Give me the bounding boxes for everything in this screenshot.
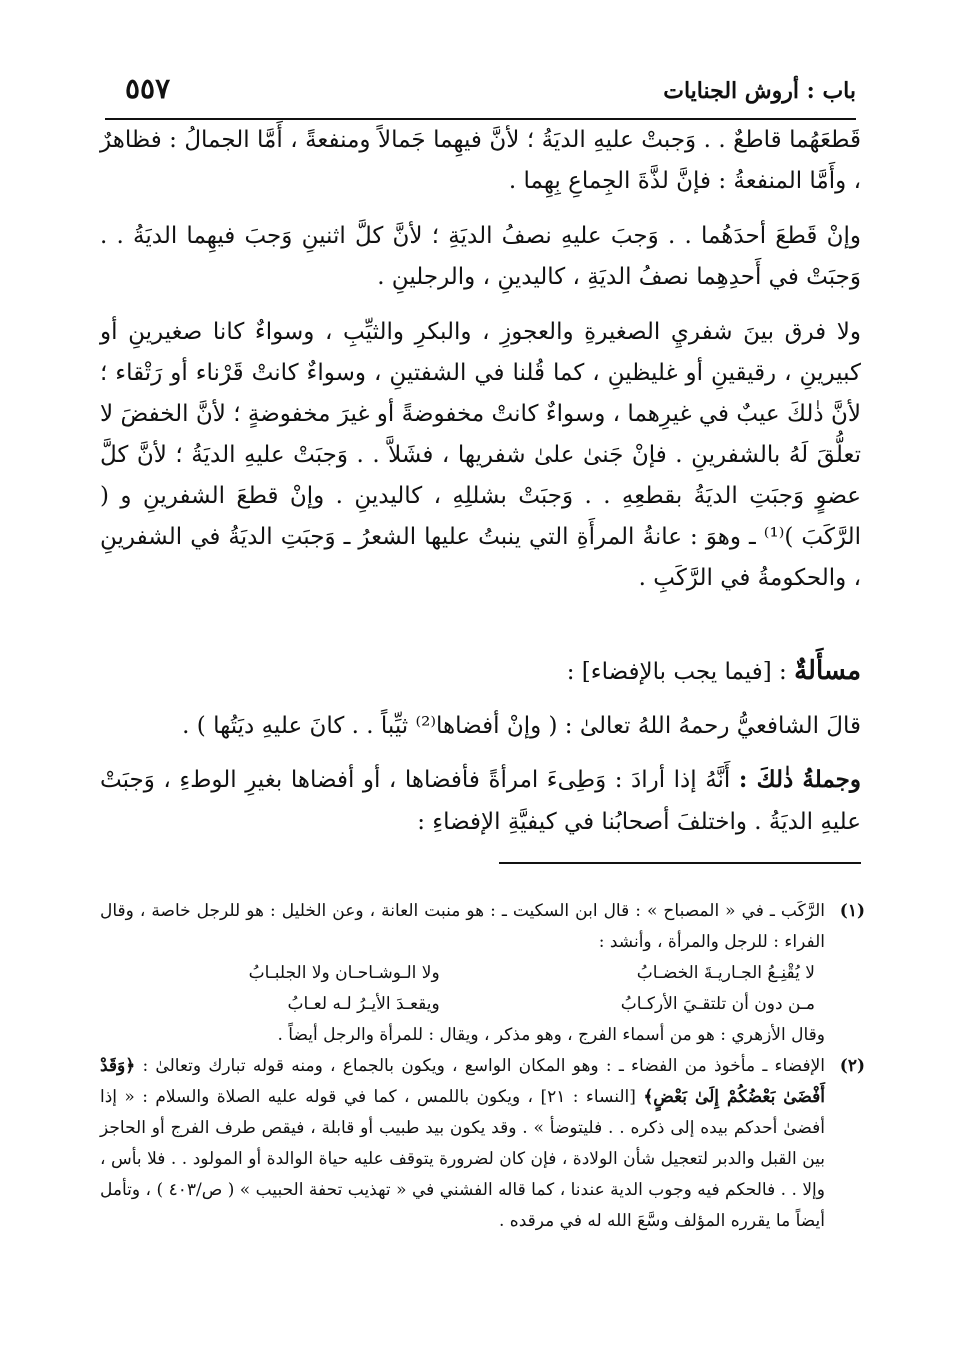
issue-title: مسأَلةٌ — [794, 656, 861, 686]
issue-heading — [100, 650, 861, 693]
paragraph-3: ولا فرق بينَ شفريِ الصغيرةِ والعجوزِ ، والبكرِ والثيِّبِ ، وسواءٌ كانا صغيرينِ أو كبيرينِ ، رقيقينِ أو غليظينِ ، كما قُلنا في الشفتينِ ، وسواءٌ كانتْ قَرْناء أو رَتْقاء ؛ لأنَّ ذٰلكَ عيبٌ في غيرِهما ، وسواءٌ كانتْ مخفوضةً أو غيرَ مخفوضةٍ ؛ لأنَّ الخفضَ لا تعلُّقَ لَهُ بالشفرينِ . فإنْ جَنىٰ علىٰ شفريها ، فشَلاَّ . . وَجبَتْ عليهِ الديَةُ ؛ لأنَّ كلَّ عضوٍ وَجبَتِ الديَةُ بقطعِهِ . . وَجبَتْ بشللِهِ ، كاليدينِ . وإنْ قطعَ الشفرينِ و ( الرَّكَبَ )⁽¹⁾ ـ وهوَ : عانةُ المرأَةِ التي ينبتُ عليها الشعرُ ـ وَجبَتِ الديَةُ في الشفرينِ ، والحكومةُ في الرَّكَبِ . — [100, 319, 861, 591]
verse-2-first-half: مـن دون أن تلتقـيَ الأركـابُ — [620, 994, 815, 1014]
verse-line-2 — [100, 989, 825, 1020]
footnote-2-part-a: الإفضاء ـ مأخوذ من الفضاء ـ : وهو المكان الواسع ، ويكون بالجماع ، ومنه قوله تبارك وتعالىٰ : — [142, 1056, 825, 1076]
footnote-2-number: (٢) — [839, 1056, 865, 1076]
verse-line-1 — [100, 958, 825, 989]
paragraph-2: وإنْ قَطعَ أحدَهُما . . وَجبَ عليهِ نصفُ الديَةِ ؛ لأنَّ كلَّ اثنينِ وَجبَ فيهِما الديَةُ . . وَجبَتْ في أَحدِهِما نصفُ الديَةِ ، كاليدينِ ، والرجلينِ . — [100, 223, 861, 290]
shafii-quote: قالَ الشافعيُّ رحمهُ اللهُ تعالىٰ : ( وإنْ أفضاها⁽²⁾ ثيِّباً . . كانَ عليهِ ديَتُها ) . — [182, 713, 861, 739]
issue-explanation — [100, 759, 861, 843]
footnote-1-text: الرَّكَب ـ في « المصباح » : قال ابن السكيت ـ : هو منبت العانة ، وعن الخليل : هو للرجل خاصة ، وقال الفراء : للرجل والمرأة ، وأنشد : — [100, 901, 825, 952]
main-text — [100, 120, 861, 613]
issue-lead: وجملةُ ذٰلكَ : — [738, 766, 861, 793]
issue-text: أَنَّهُ إذا أرادَ : وَطِىءَ امرأةً فأفضاها ، أو أفضاها بغيرِ الوطءِ ، وَجبَتْ عليهِ الديَةُ . واختلفَ أصحابُنا في كيفيَّةِ الإفضاءِ : — [100, 767, 861, 835]
footnote-1 — [100, 896, 865, 1051]
footnote-1-ending: وقال الأزهري : هو من أسماء الفرج ، وهو مذكر ، ويقال : للمرأة والرجل أيضاً . — [277, 1025, 825, 1045]
verse-1-second-half: ولا الـوشـاحـان ولا الجلبـابُ — [248, 963, 440, 983]
issue-subtitle: : [فيما يجب بالإفضاء] : — [566, 659, 787, 685]
verse-1-first-half: لا يُقْنِـعُ الجـاريـةَ الخضـابُ — [636, 963, 815, 983]
footnotes — [100, 896, 865, 1237]
page-number: ٥٥٧ — [125, 72, 171, 105]
footnote-2-part-b: [النساء : ٢١] ، ويكون باللمس ، كما في قوله عليه الصلاة والسلام : « إذا أفضىٰ أحدكم بيده إلى ذكره . . فليتوضأ » . وقد يكون بيد طبيب أو قابلة ، فيقص طرف الفرج أو الحاجز بين القبل والدبر لتعجيل شأن الولادة ، فإن كان لضرورة يتوقف عليه حياة الوالدة أو المولود . . فلا بأس ، وإلا . . فالحكم فيه وجوب الدية عندنا ، كما قاله الفشني في « تهذيب تحفة الحبيب » ( ص/٤٠٣ ) ، وتأمل أيضاً ما يقرره المؤلف وسَّعَ الله له في مرقده . — [100, 1087, 825, 1231]
issue-section — [100, 650, 861, 855]
footnote-1-number: (١) — [839, 901, 865, 921]
footnote-separator — [499, 862, 861, 864]
paragraph-1: قَطعَهُما قاطعٌ . . وَجبتْ عليهِ الديَةُ ؛ لأنَّ فيهِما جَمالاً ومنفعةً ، أَمَّا الجمالُ : فظاهرٌ ، وأَمَّا المنفعةُ : فإنَّ لذَّةَ الجِماعِ بِهِما . — [100, 127, 861, 194]
verse-2-second-half: ويقعـدَ الأيـرُ لـه لعـابُ — [287, 994, 440, 1014]
running-title: باب : أروش الجنايات — [663, 78, 856, 104]
page-header — [105, 62, 856, 120]
footnote-2-text — [100, 1051, 825, 1237]
quran-citation: ﴿وَقَدْ أَفْضَىٰ بَعْضُكُمْ إِلَىٰ بَعْضٍ﴾ — [100, 1056, 826, 1107]
footnote-2 — [100, 1051, 865, 1237]
